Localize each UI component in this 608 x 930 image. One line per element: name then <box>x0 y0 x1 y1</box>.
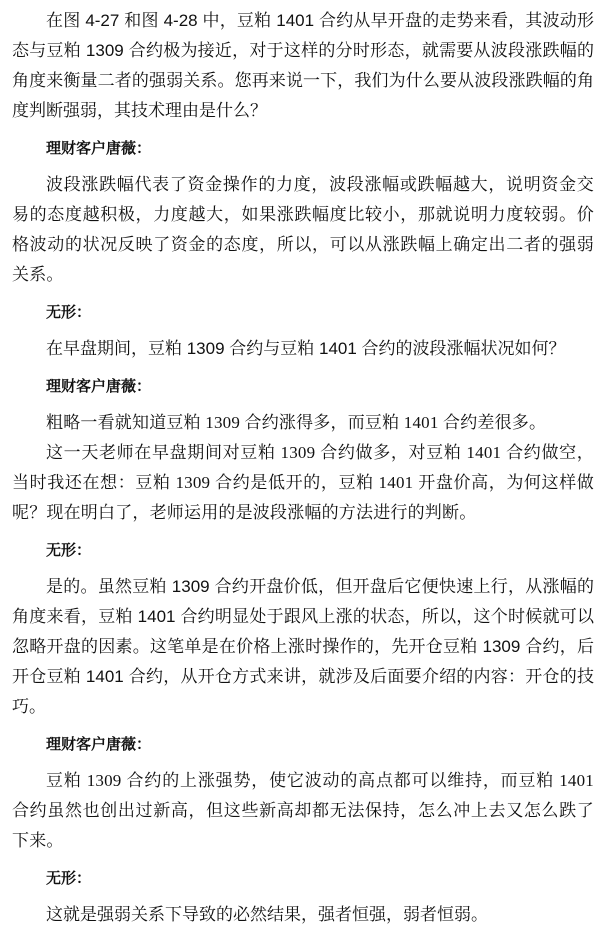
answer-paragraph: 粗略一看就知道豆粕 1309 合约涨得多，而豆粕 1401 合约差很多。 <box>46 413 547 432</box>
question-paragraph: 这就是强弱关系下导致的必然结果，强者恒强，弱者恒弱。 <box>46 905 488 924</box>
question-paragraph: 在早盘期间，豆粕 1309 合约与豆粕 1401 合约的波段涨幅状况如何？ <box>46 339 566 358</box>
answer-paragraph: 波段涨跌幅代表了资金操作的力度，波段涨幅或跌幅越大，说明资金交易的态度越积极，力度越大，如果涨跌幅度比较小，那就说明力度较弱。价格波动的状况反映了资金的态度，所以，可以从涨跌幅上确定出二者的强弱关系。 <box>12 175 594 284</box>
speaker-label: 无形： <box>46 304 92 321</box>
question-paragraph: 是的。虽然豆粕 1309 合约开盘价低，但开盘后它便快速上行，从涨幅的角度来看，豆粕 1401 合约明显处于跟风上涨的状态，所以，这个时候就可以忽略开盘的因素。这笔单是在价格上涨时操作的，先开仓豆粕 1309 合约，后开仓豆粕 1401 合约，从开仓方式来讲，就涉及后面要介绍的内容：开仓的技巧。 <box>12 577 594 716</box>
speaker-label: 理财客户唐薇： <box>46 378 152 395</box>
speaker-label: 理财客户唐薇： <box>46 140 152 157</box>
speaker-label: 无形： <box>46 542 92 559</box>
speaker-label: 无形： <box>46 870 92 887</box>
answer-paragraph: 豆粕 1309 合约的上涨强势，使它波动的高点都可以维持，而豆粕 1401 合约虽然也创出过新高，但这些新高却都无法保持，怎么冲上去又怎么跌了下来。 <box>12 771 594 850</box>
speaker-label: 理财客户唐薇： <box>46 736 152 753</box>
question-paragraph: 在图 4-27 和图 4-28 中，豆粕 1401 合约从早开盘的走势来看，其波动形态与豆粕 1309 合约极为接近，对于这样的分时形态，就需要从波段涨跌幅的角度来衡量二者的强弱关系。您再来说一下，我们为什么要从波段涨跌幅的角度判断强弱，其技术理由是什么？ <box>12 11 594 120</box>
answer-paragraph: 这一天老师在早盘期间对豆粕 1309 合约做多，对豆粕 1401 合约做空，当时我还在想：豆粕 1309 合约是低开的，豆粕 1401 开盘价高，为何这样做呢？现在明白了，老师运用的是波段涨幅的方法进行的判断。 <box>12 443 594 522</box>
